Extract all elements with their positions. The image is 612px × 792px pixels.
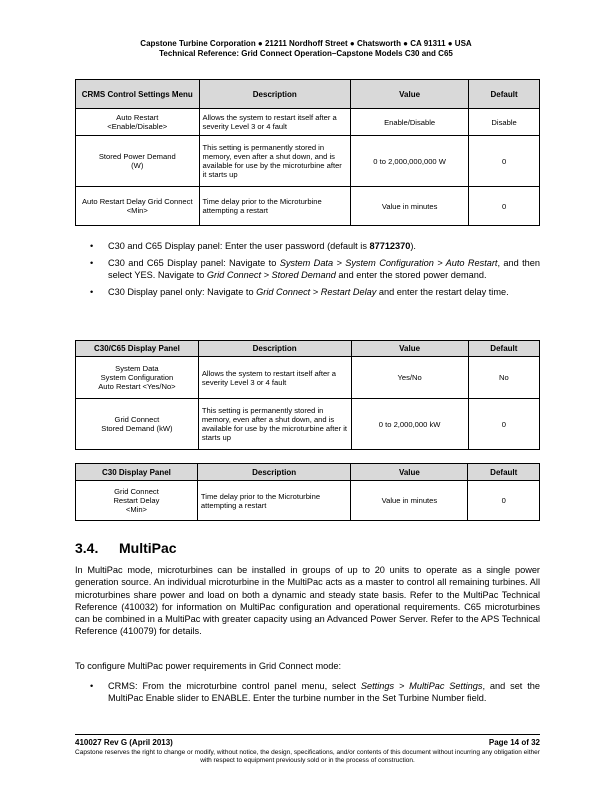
header-doc-title: Technical Reference: Grid Connect Operation–Capstone Models C30 and C65	[159, 49, 453, 58]
section-number: 3.4.	[75, 540, 99, 556]
c30-display-panel-table	[75, 463, 540, 521]
setting-name: Auto Restart Delay Grid Connect <Min>	[76, 187, 200, 226]
section-heading	[75, 540, 177, 556]
section-title: MultiPac	[119, 540, 177, 556]
col-header-description: Description	[199, 80, 351, 109]
footer-divider	[75, 734, 540, 735]
col-header-description: Description	[197, 464, 350, 481]
multipac-intro: To configure MultiPac power requirements in Grid Connect mode:	[75, 661, 342, 671]
crms-settings-table	[75, 79, 540, 226]
display-panel-table	[75, 340, 540, 450]
instruction-list	[75, 240, 540, 303]
table-row	[76, 109, 540, 136]
default-password: 87712370	[369, 241, 411, 251]
col-header-value: Value	[351, 341, 468, 357]
col-header-menu: CRMS Control Settings Menu	[76, 80, 200, 109]
list-item: • C30 and C65 Display panel: Navigate to System Data > System Configuration > Auto Restart, and then select YES. Navigate to Grid Connect > Stored Demand and enter the stored power demand.	[90, 258, 540, 280]
col-header-value: Value	[351, 80, 469, 109]
table-row	[76, 136, 540, 187]
setting-default: 0	[468, 399, 539, 450]
menu-path: System Data > System Configuration > Auto Restart	[279, 258, 498, 268]
menu-path: Grid Connect > Restart Delay	[256, 287, 377, 297]
setting-value: 0 to 2,000,000,000 W	[351, 136, 469, 187]
footer-disclaimer: Capstone reserves the right to change or modify, without notice, the design, specifications, and/or contents of this document without incurring any obligation either with respect to equipment previously sold or in the process of construction.	[75, 749, 540, 764]
col-header-value: Value	[351, 464, 468, 481]
setting-description: Time delay prior to the Microturbine attempting a restart	[197, 481, 350, 521]
menu-path: Settings > MultiPac Settings	[360, 681, 483, 691]
setting-name: Grid Connect Restart Delay <Min>	[76, 481, 198, 521]
setting-name: System Data System Configuration Auto Restart <Yes/No>	[76, 357, 199, 399]
setting-value: Yes/No	[351, 357, 468, 399]
list-item: • C30 Display panel only: Navigate to Grid Connect > Restart Delay and enter the restart delay time.	[90, 287, 509, 297]
table-row	[76, 481, 540, 521]
table-row	[76, 357, 540, 399]
setting-description: Allows the system to restart itself after a severity Level 3 or 4 fault	[198, 357, 351, 399]
setting-default: Disable	[469, 109, 540, 136]
setting-value: Value in minutes	[351, 187, 469, 226]
col-header-default: Default	[468, 341, 539, 357]
setting-default: No	[468, 357, 539, 399]
setting-default: 0	[469, 136, 540, 187]
setting-description: Allows the system to restart itself after a severity Level 3 or 4 fault	[199, 109, 351, 136]
header-address: Capstone Turbine Corporation ● 21211 Nordhoff Street ● Chatsworth ● CA 91311 ● USA	[140, 39, 472, 48]
setting-value: Value in minutes	[351, 481, 468, 521]
setting-name: Auto Restart <Enable/Disable>	[76, 109, 200, 136]
menu-path: Grid Connect > Stored Demand	[206, 270, 336, 280]
page-footer	[75, 738, 540, 747]
setting-description: This setting is permanently stored in memory, even after a shut down, and is available for use by the microturbine after it starts up	[199, 136, 351, 187]
doc-revision: 410027 Rev G (April 2013)	[75, 738, 173, 747]
col-header-default: Default	[469, 80, 540, 109]
setting-value: Enable/Disable	[351, 109, 469, 136]
multipac-description: In MultiPac mode, microturbines can be installed in groups of up to 20 units to operate as a single power generation source. An individual microturbine in the MultiPac acts as a master to control all remaining turbines. All microturbines share power and load on both a dynamic and steady state basis. Refer to the MultiPac Technical Reference (410032) for information on MultiPac configuration and operational requirements. C65 microturbines can be combined in a MultiPac with greater capacity using an Advanced Power Server. Refer to the APS Technical Reference (410079) for details.	[75, 565, 540, 637]
setting-default: 0	[468, 481, 540, 521]
setting-name: Stored Power Demand (W)	[76, 136, 200, 187]
setting-value: 0 to 2,000,000 kW	[351, 399, 468, 450]
setting-name: Grid Connect Stored Demand (kW)	[76, 399, 199, 450]
page-number: Page 14 of 32	[488, 738, 540, 747]
list-item: • CRMS: From the microturbine control panel menu, select Settings > MultiPac Settings, and set the MultiPac Enable slider to ENABLE. Enter the turbine number in the Set Turbine Number field.	[90, 681, 540, 703]
col-header-default: Default	[468, 464, 540, 481]
col-header-panel: C30 Display Panel	[76, 464, 198, 481]
list-item: • C30 and C65 Display panel: Enter the user password (default is 87712370).	[90, 241, 416, 251]
table-row	[76, 187, 540, 226]
page-header	[0, 39, 612, 59]
col-header-panel: C30/C65 Display Panel	[76, 341, 199, 357]
multipac-steps	[75, 680, 540, 709]
setting-description: This setting is permanently stored in memory, even after a shut down, and is available for use by the microturbine after it starts up	[198, 399, 351, 450]
col-header-description: Description	[198, 341, 351, 357]
table-row	[76, 399, 540, 450]
setting-description: Time delay prior to the Microturbine attempting a restart	[199, 187, 351, 226]
setting-default: 0	[469, 187, 540, 226]
